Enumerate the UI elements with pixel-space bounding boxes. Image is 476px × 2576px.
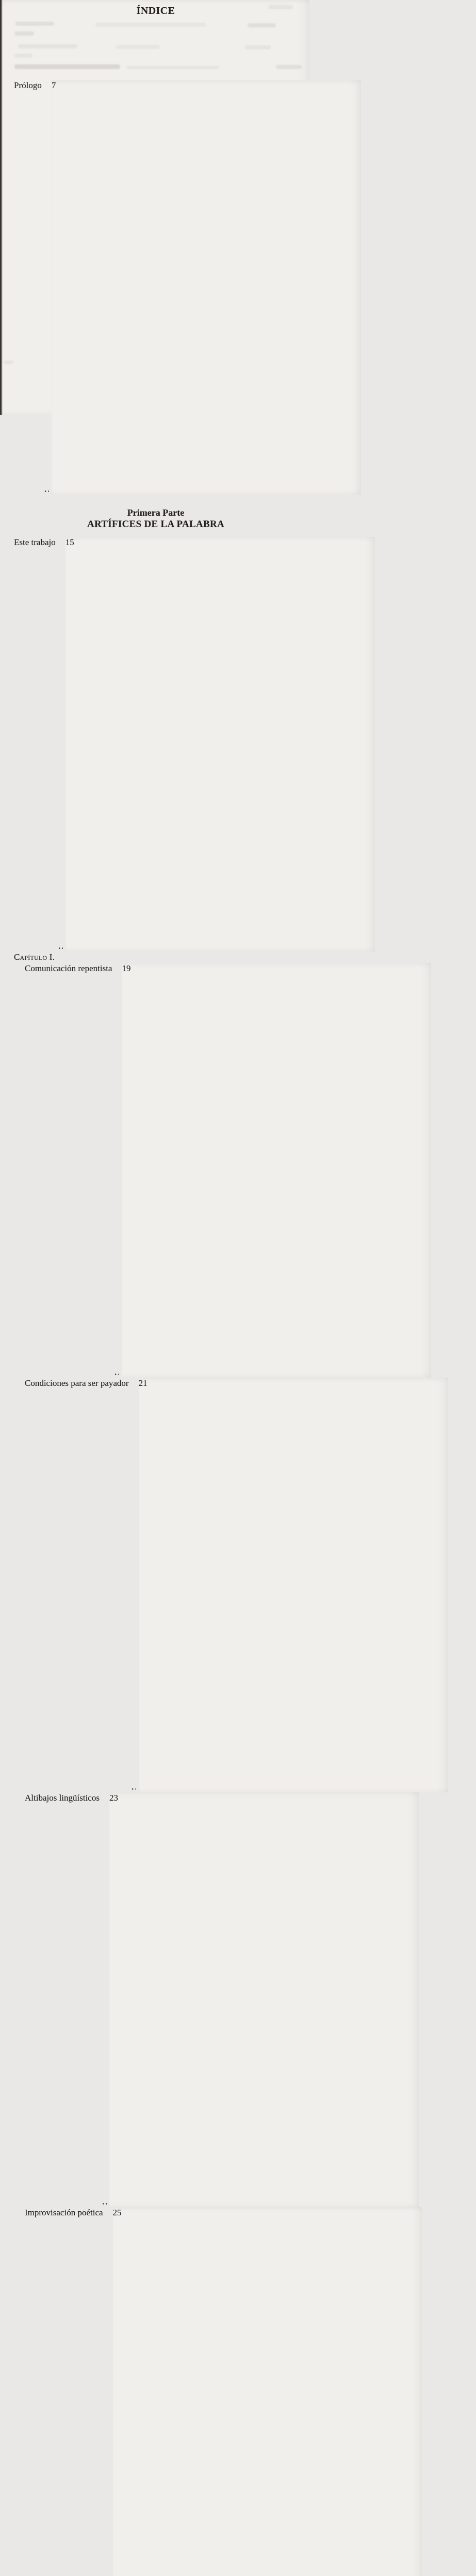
toc-entry-label: Capítulo I. (14, 952, 55, 962)
page-title: ÍNDICE (136, 5, 175, 16)
toc-entry-label: Improvisación poética (25, 2208, 103, 2218)
toc-entry (14, 963, 298, 1378)
page-number: 7 (52, 80, 361, 495)
dot-leader (114, 1373, 119, 1376)
toc-entry-group (14, 80, 298, 495)
dot-leader (44, 490, 49, 493)
toc-entry-label: Condiciones para ser payador (25, 1378, 129, 1388)
toc-entry-label: Prólogo (14, 80, 42, 90)
bleed-through-artifact (4, 361, 13, 364)
toc-entry-label: Este trabajo (14, 537, 56, 547)
page-number: 25 (113, 2207, 422, 2576)
chapter-heading (14, 952, 298, 963)
toc-entry-group (14, 537, 298, 2576)
toc-entry (14, 80, 298, 495)
page-number: 15 (65, 537, 375, 952)
toc-content (14, 0, 298, 2576)
toc-entry-label: Comunicación repentista (25, 963, 112, 974)
toc-entry (14, 537, 298, 952)
scan-edge-shadow (0, 0, 3, 415)
toc-entry (14, 1378, 298, 1792)
toc-entry (14, 2207, 298, 2576)
page-number: 23 (109, 1792, 419, 2207)
part-heading (14, 507, 298, 531)
toc-entry-label: Altibajos lingüísticos (25, 1793, 100, 1803)
dot-leader (131, 1788, 136, 1790)
dot-leader (58, 947, 63, 950)
toc-sections (14, 80, 298, 2576)
part-subtitle: ARTÍFICES DE LA PALABRA (87, 519, 225, 530)
dot-leader (102, 2202, 107, 2205)
part-title: Primera Parte (127, 507, 185, 518)
page-number: 19 (122, 963, 431, 1378)
toc-entry (14, 1792, 298, 2207)
page-number: 21 (139, 1378, 448, 1792)
